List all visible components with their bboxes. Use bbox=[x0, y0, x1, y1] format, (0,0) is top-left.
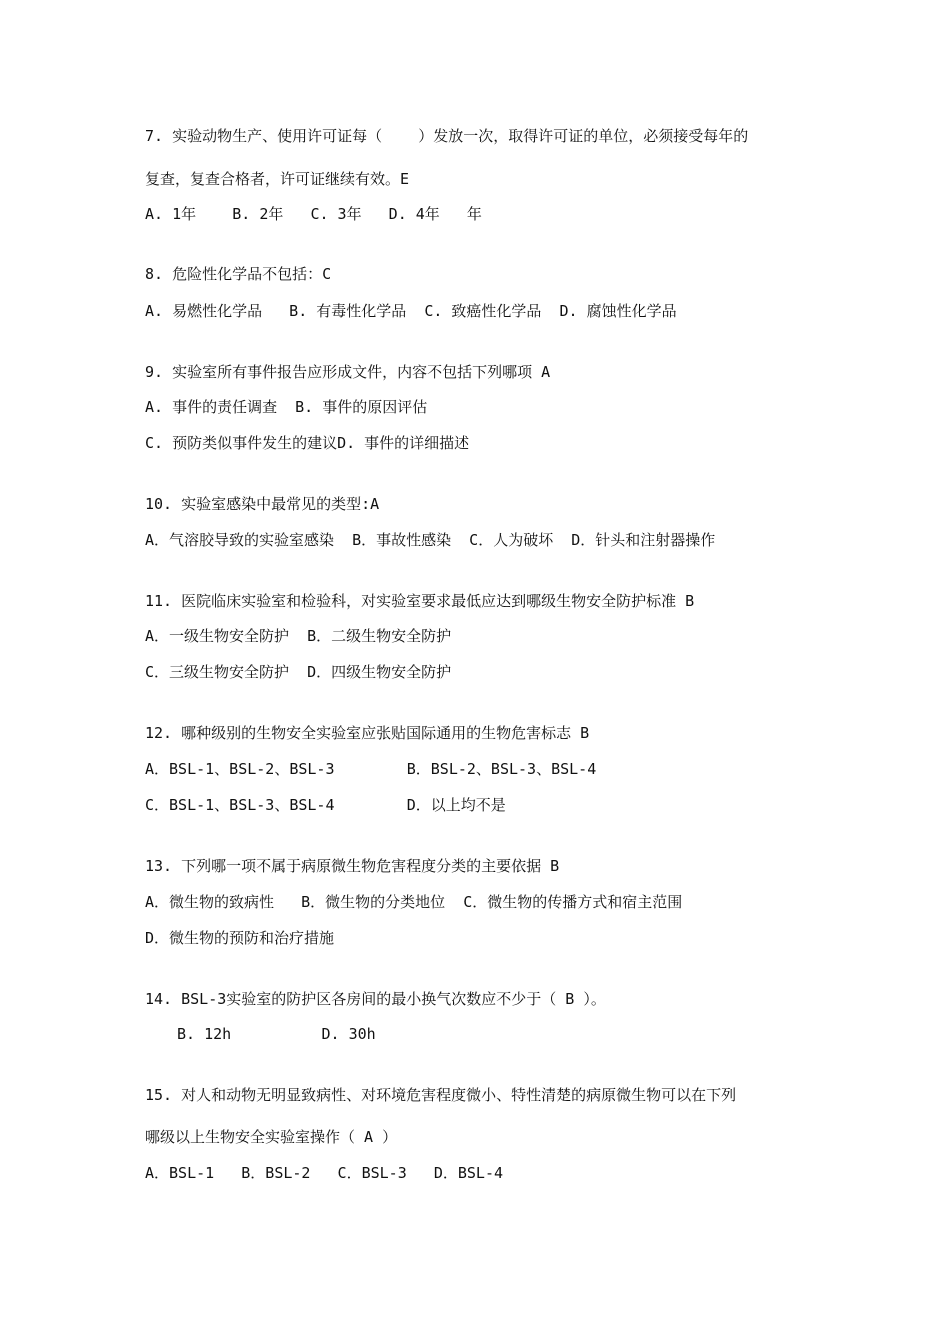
question-14-text: 14. BSL-3实验室的防护区各房间的最小换气次数应不少于（ B ）。 bbox=[145, 990, 606, 1008]
question-12-options-line-1: A．BSL-1、BSL-2、BSL-3 B．BSL-2、BSL-3、BSL-4 bbox=[145, 760, 597, 778]
question-12-options-line-2: C．BSL-1、BSL-3、BSL-4 D．以上均不是 bbox=[145, 796, 506, 814]
question-15-text-line-1: 15. 对人和动物无明显致病性、对环境危害程度微小、特性清楚的病原微生物可以在下列 bbox=[145, 1086, 737, 1104]
question-12-text: 12. 哪种级别的生物安全实验室应张贴国际通用的生物危害标志 B bbox=[145, 724, 590, 742]
question-13-text: 13. 下列哪一项不属于病原微生物危害程度分类的主要依据 B bbox=[145, 857, 560, 875]
question-8-text: 8. 危险性化学品不包括：C bbox=[145, 265, 332, 283]
question-10-text: 10. 实验室感染中最常见的类型:A bbox=[145, 495, 380, 513]
question-13-options-line-1: A．微生物的致病性 B．微生物的分类地位 C．微生物的传播方式和宿主范围 bbox=[145, 893, 683, 911]
question-9-text: 9. 实验室所有事件报告应形成文件，内容不包括下列哪项 A bbox=[145, 363, 551, 381]
question-7-options: A. 1年 B. 2年 C. 3年 D. 4年 年 bbox=[145, 205, 482, 223]
question-15-options: A．BSL-1 B．BSL-2 C．BSL-3 D．BSL-4 bbox=[145, 1164, 504, 1182]
question-11-options-line-2: C．三级生物安全防护 D．四级生物安全防护 bbox=[145, 663, 452, 681]
question-13-options-line-2: D．微生物的预防和治疗措施 bbox=[145, 929, 335, 947]
question-15-text-line-2: 哪级以上生物安全实验室操作（ A ） bbox=[145, 1128, 398, 1146]
question-9-options-line-2: C. 预防类似事件发生的建议D. 事件的详细描述 bbox=[145, 434, 470, 452]
question-9-options-line-1: A. 事件的责任调查 B. 事件的原因评估 bbox=[145, 398, 428, 416]
question-11-options-line-1: A．一级生物安全防护 B．二级生物安全防护 bbox=[145, 627, 452, 645]
question-11-text: 11. 医院临床实验室和检验科，对实验室要求最低应达到哪级生物安全防护标准 B bbox=[145, 592, 695, 610]
question-8-options: A. 易燃性化学品 B. 有毒性化学品 C. 致癌性化学品 D. 腐蚀性化学品 bbox=[145, 302, 677, 320]
question-14-options: B. 12h D. 30h bbox=[177, 1025, 376, 1043]
question-10-options: A．气溶胶导致的实验室感染 B．事故性感染 C．人为破坏 D．针头和注射器操作 bbox=[145, 531, 716, 549]
question-7-text-line-1: 7. 实验动物生产、使用许可证每（ ）发放一次，取得许可证的单位，必须接受每年的 bbox=[145, 127, 749, 145]
question-7-text-line-2: 复查，复查合格者，许可证继续有效。E bbox=[145, 170, 410, 188]
